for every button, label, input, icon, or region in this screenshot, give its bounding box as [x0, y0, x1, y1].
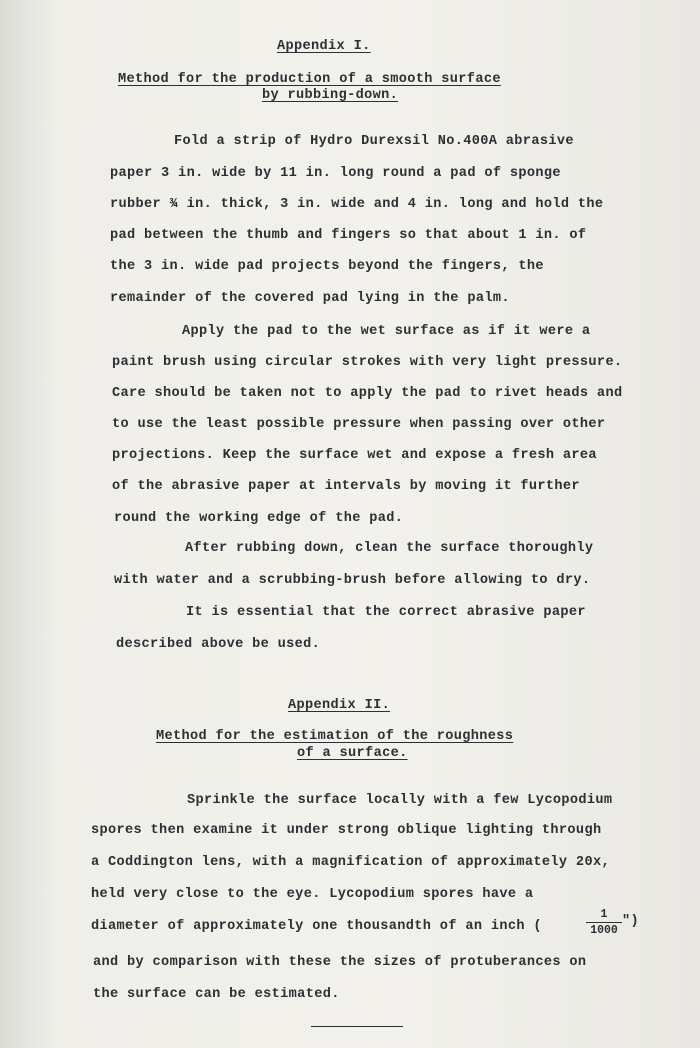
- fraction-denominator: 1000: [590, 924, 618, 937]
- appendix-1-line-12: of the abrasive paper at intervals by moving it further: [112, 479, 580, 494]
- appendix-1-title-line-1: Method for the production of a smooth surface: [118, 72, 501, 87]
- appendix-1-line-3: rubber ¾ in. thick, 3 in. wide and 4 in. long and hold the: [110, 197, 604, 212]
- appendix-1-line-7: Apply the pad to the wet surface as if it were a: [182, 324, 591, 339]
- closing-rule: [311, 1026, 403, 1027]
- appendix-2-line-5: diameter of approximately one thousandth of an inch (: [91, 919, 542, 934]
- appendix-1-line-14: After rubbing down, clean the surface thoroughly: [185, 541, 594, 556]
- appendix-2-title-line-2: of a surface.: [297, 746, 408, 761]
- appendix-1-line-13: round the working edge of the pad.: [114, 511, 404, 526]
- appendix-2-line-7: the surface can be estimated.: [93, 987, 340, 1002]
- appendix-1-line-4: pad between the thumb and fingers so that about 1 in. of: [110, 228, 587, 243]
- inch-fraction: [586, 909, 622, 937]
- appendix-2-line-4: held very close to the eye. Lycopodium spores have a: [91, 887, 534, 902]
- appendix-2-line-2: spores then examine it under strong oblique lighting through: [91, 823, 602, 838]
- fraction-suffix: "): [622, 914, 640, 929]
- appendix-1-line-16: It is essential that the correct abrasive paper: [186, 605, 586, 620]
- fraction-numerator: 1: [600, 908, 608, 921]
- appendix-1-line-15: with water and a scrubbing-brush before allowing to dry.: [114, 573, 591, 588]
- appendix-2-line-1: Sprinkle the surface locally with a few Lycopodium: [187, 793, 613, 808]
- appendix-1-title-line-2: by rubbing-down.: [262, 88, 399, 103]
- appendix-1-line-8: paint brush using circular strokes with very light pressure.: [112, 355, 623, 370]
- appendix-2-line-3: a Coddington lens, with a magnification of approximately 20x,: [91, 855, 610, 870]
- fraction-bar: [586, 922, 622, 923]
- appendix-2-title-line-1: Method for the estimation of the roughness: [156, 729, 514, 744]
- appendix-1-line-2: paper 3 in. wide by 11 in. long round a pad of sponge: [110, 166, 561, 181]
- appendix-2-line-6: and by comparison with these the sizes of protuberances on: [93, 955, 587, 970]
- appendix-1-line-6: remainder of the covered pad lying in the palm.: [110, 291, 510, 306]
- appendix-1-line-9: Care should be taken not to apply the pad to rivet heads and: [112, 386, 623, 401]
- appendix-1-line-5: the 3 in. wide pad projects beyond the fingers, the: [110, 259, 544, 274]
- appendix-1-line-10: to use the least possible pressure when passing over other: [112, 417, 606, 432]
- appendix-1-heading: Appendix I.: [277, 39, 371, 54]
- appendix-1-line-11: projections. Keep the surface wet and expose a fresh area: [112, 448, 597, 463]
- appendix-1-line-17: described above be used.: [116, 637, 321, 652]
- appendix-1-line-1: Fold a strip of Hydro Durexsil No.400A abrasive: [174, 134, 574, 149]
- appendix-2-heading: Appendix II.: [288, 698, 391, 713]
